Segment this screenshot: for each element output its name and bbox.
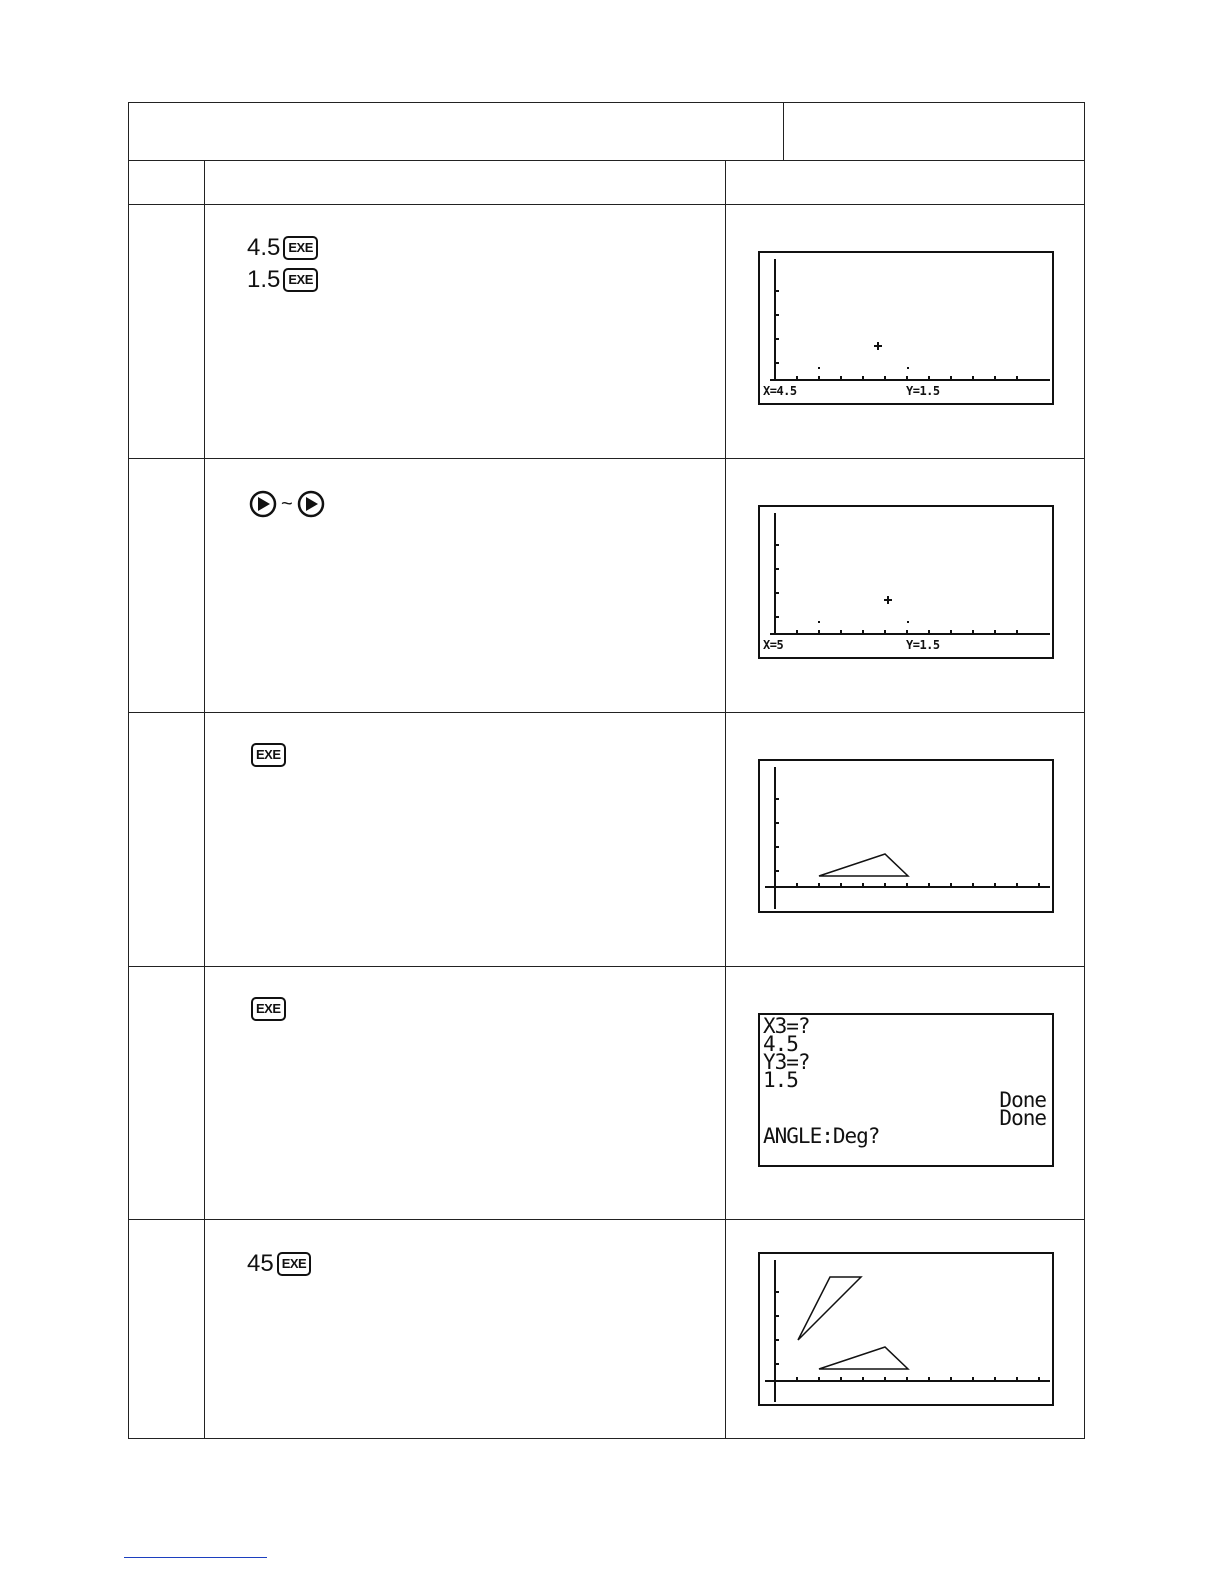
display-column-divider <box>725 160 726 1439</box>
calculator-screen <box>758 1252 1054 1406</box>
row-rule-1 <box>128 458 1085 459</box>
key-sequence-line <box>247 266 318 294</box>
cursor-icon <box>874 342 882 350</box>
calculator-screen <box>758 251 1054 405</box>
key-input-value: 45 <box>247 1250 274 1277</box>
row-rule-4 <box>128 1219 1085 1220</box>
header-rule <box>128 160 1085 161</box>
screen-text-line: 4.5 <box>763 1032 798 1056</box>
calculator-screen <box>758 1013 1054 1167</box>
screen-result-line: Done <box>999 1088 1046 1112</box>
graph-plot <box>760 253 1052 403</box>
x-coordinate-readout: X=5 <box>763 638 784 652</box>
key-sequence-line <box>247 234 318 262</box>
footer-link-underline[interactable] <box>124 1557 267 1558</box>
triangle-shape <box>819 1347 908 1369</box>
exe-key-icon: EXE <box>251 743 286 767</box>
calculator-screen <box>758 759 1054 913</box>
exe-key-icon: EXE <box>251 997 286 1021</box>
key-sequence-line <box>247 1250 311 1278</box>
step-column-divider <box>204 160 205 1439</box>
column-header-rule <box>128 204 1085 205</box>
x-coordinate-readout: X=4.5 <box>763 384 797 398</box>
cursor-icon <box>884 596 892 604</box>
triangle-shape <box>819 854 908 876</box>
screen-text-line: 1.5 <box>763 1068 798 1092</box>
exe-key-icon: EXE <box>283 236 318 260</box>
key-sequence-line <box>248 997 286 1021</box>
row-rule-2 <box>128 712 1085 713</box>
screen-text-line: Y3=? <box>763 1050 810 1074</box>
calculator-screen <box>758 505 1054 659</box>
graph-plot <box>760 1254 1052 1404</box>
screen-result-line: Done <box>999 1106 1046 1130</box>
angle-prompt: ANGLE:Deg? <box>763 1124 880 1148</box>
key-input-value: 4.5 <box>247 234 281 261</box>
graph-plot <box>760 761 1052 911</box>
exe-key-icon: EXE <box>277 1252 312 1276</box>
right-arrow-key-icon <box>297 490 325 518</box>
right-arrow-key-icon <box>249 490 277 518</box>
graph-plot <box>760 507 1052 657</box>
rotated-triangle-shape <box>798 1277 861 1340</box>
exe-key-icon: EXE <box>283 268 318 292</box>
key-sequence-line <box>249 490 325 518</box>
key-input-value: 1.5 <box>247 266 281 293</box>
range-separator: ~ <box>281 493 293 515</box>
header-divider <box>783 102 784 161</box>
screen-text-line: X3=? <box>763 1014 810 1038</box>
y-coordinate-readout: Y=1.5 <box>906 384 940 398</box>
key-sequence-line <box>248 743 286 767</box>
row-rule-3 <box>128 966 1085 967</box>
y-coordinate-readout: Y=1.5 <box>906 638 940 652</box>
